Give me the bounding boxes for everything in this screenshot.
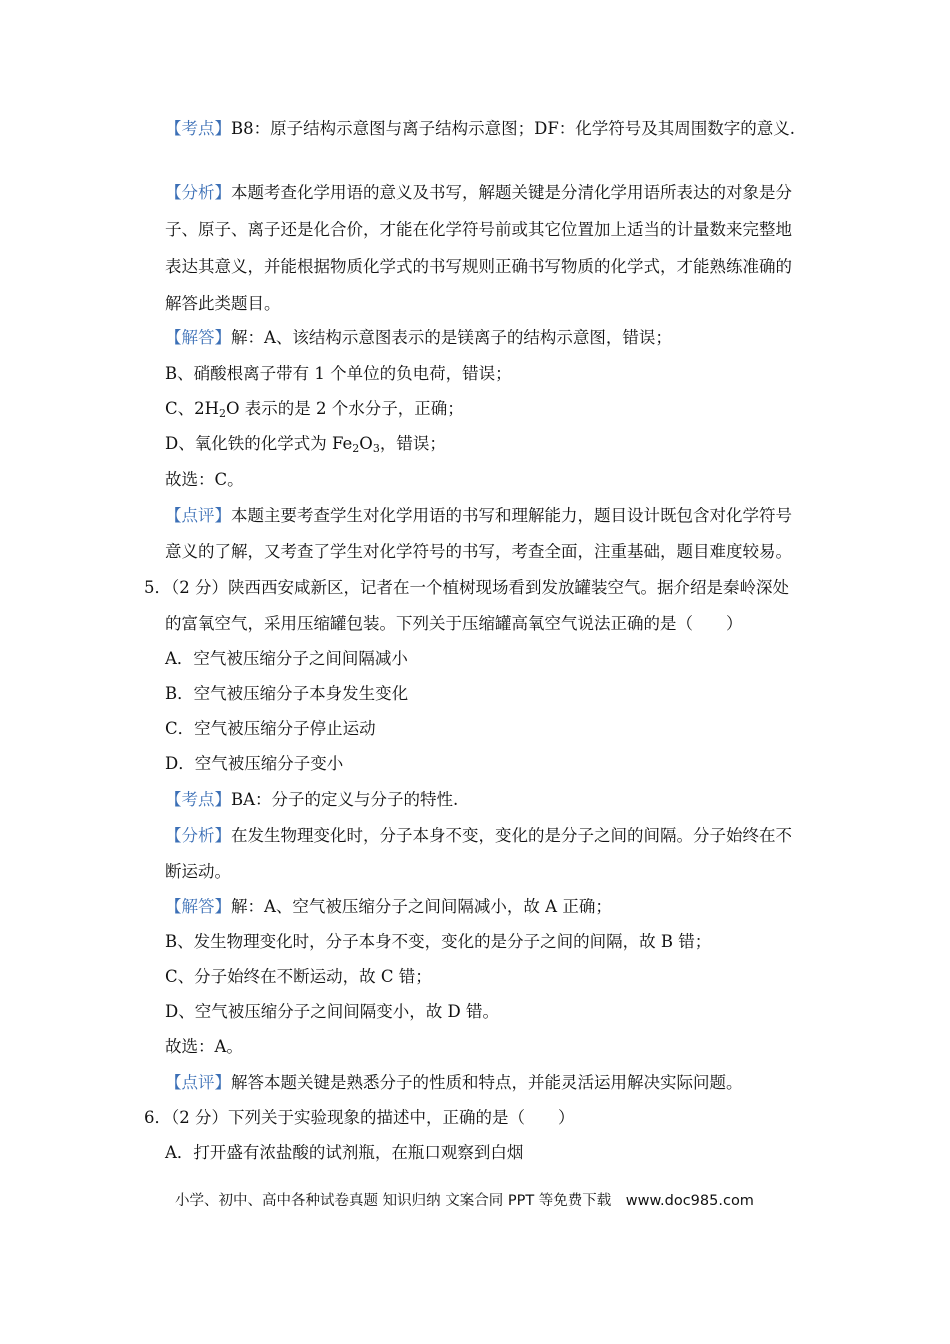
jieda-tag: 【解答】 [165,897,231,916]
option-b: B．空气被压缩分子本身发生变化 [165,684,409,703]
kaodian-text: BA：分子的定义与分子的特性. [231,790,459,809]
answer-line: 故选：A。 [165,1037,243,1056]
text-line: C、分子始终在不断运动，故 C 错； [165,967,432,986]
text-line: D、空气被压缩分子之间间隔变小，故 D 错。 [165,1002,499,1021]
dianping-tag: 【点评】 [165,506,231,525]
iron-oxide-formula-line: D、氧化铁的化学式为 $Fe_2O_3$，错误； [165,434,446,455]
option-a: A．打开盛有浓盐酸的试剂瓶，在瓶口观察到白烟 [165,1143,524,1162]
option-a: A．空气被压缩分子之间间隔减小 [165,649,408,668]
jieda-line-2 [165,895,612,919]
option-d: D．空气被压缩分子变小 [165,754,344,773]
fenxi-line-2 [165,824,792,848]
kaodian-line-1 [165,117,795,141]
kaodian-tag: 【考点】 [165,790,231,809]
jieda-line-1 [165,326,672,350]
question-5-line-1: 5．（2 分）陕西西安咸新区，记者在一个植树现场看到发放罐装空气。据介绍是秦岭深处 [144,578,789,597]
kaodian-text: B8：原子结构示意图与离子结构示意图；DF：化学符号及其周围数字的意义. [231,119,796,138]
text-line: 断运动。 [165,862,231,881]
text-line: 解答此类题目。 [165,294,281,313]
water-formula-line: C、$2H_2O$ 表示的是 2 个水分子，正确； [165,399,464,420]
dianping-tag: 【点评】 [165,1073,231,1092]
question-6-line-1: 6．（2 分）下列关于实验现象的描述中，正确的是（ ） [144,1108,575,1127]
text-line: B、硝酸根离子带有 1 个单位的负电荷，错误； [165,364,512,383]
text-line: B、发生物理变化时，分子本身不变，变化的是分子之间的间隔，故 B 错； [165,932,712,951]
fenxi-text: 本题考查化学用语的意义及书写，解题关键是分清化学用语所表达的对象是分 [231,183,792,202]
text-line: 表达其意义，并能根据物质化学式的书写规则正确书写物质的化学式，才能熟练准确的 [165,257,792,276]
dianping-text: 解答本题关键是熟悉分子的性质和特点，并能灵活运用解决实际问题。 [231,1073,743,1092]
dianping-line-2 [165,1071,743,1095]
dianping-line-1 [165,504,792,528]
option-c: C．空气被压缩分子停止运动 [165,719,376,738]
text-line: 意义的了解，又考查了学生对化学符号的书写，考查全面，注重基础，题目难度较易。 [165,542,792,561]
fenxi-tag: 【分析】 [165,183,231,202]
kaodian-line-2 [165,788,458,812]
question-5-line-2: 的富氧空气，采用压缩罐包装。下列关于压缩罐高氧空气说法正确的是（ ） [165,614,743,633]
fenxi-line-1 [165,181,792,205]
dianping-text: 本题主要考查学生对化学用语的书写和理解能力，题目设计既包含对化学符号 [231,506,792,525]
answer-line: 故选：C。 [165,470,244,489]
text-line: 子、原子、离子还是化合价，才能在化学符号前或其它位置加上适当的计量数来完整地 [165,220,792,239]
footer-banner: 小学、初中、高中各种试卷真题 知识归纳 文案合同 PPT 等免费下载 www.doc985.com [175,1193,754,1209]
fenxi-text: 在发生物理变化时，分子本身不变，变化的是分子之间的间隔。分子始终在不 [231,826,792,845]
jieda-text: 解：A、空气被压缩分子之间间隔减小，故 A 正确； [231,897,612,916]
jieda-tag: 【解答】 [165,328,231,347]
kaodian-tag: 【考点】 [165,119,231,138]
fenxi-tag: 【分析】 [165,826,231,845]
jieda-text: 解：A、该结构示意图表示的是镁离子的结构示意图，错误； [231,328,672,347]
